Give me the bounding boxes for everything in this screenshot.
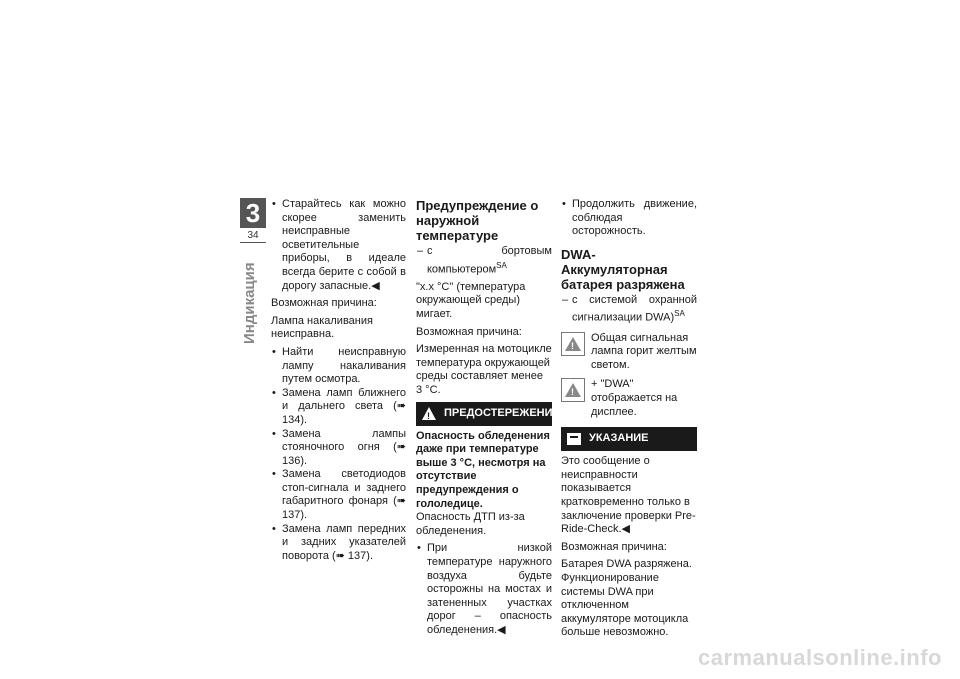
equipment-text: с системой охранной сигнализации DWA) — [572, 293, 697, 325]
warning-title: Опасность обледенения даже при температуре выше 3 °C, несмотря на отсутствие предупреждения о гололедице. — [416, 429, 550, 510]
list-item: • Замена светодиодов стоп-сигнала и заднего габаритного фонаря (➠ 137). — [271, 468, 406, 522]
list-item — [561, 294, 697, 326]
list-item: • Замена ламп передних и задних указателей поворота (➠ 137). — [271, 523, 406, 564]
note-banner — [561, 427, 697, 451]
note-text: Это сообщение о неисправности показывается кратковременно только в заключение проверки Pre-Ride-Check.◀ — [561, 455, 696, 536]
list-item: • Замена ламп ближнего и дальнего света (➠ 134). — [271, 387, 406, 428]
warning-banner — [416, 402, 560, 426]
warning-text: Опасность ДТП из-за обледенения. — [416, 511, 525, 537]
list-item: • Замена лампы стояночного огня (➠ 136). — [271, 428, 406, 469]
bullet-list — [561, 198, 697, 239]
list-item: • Найти неисправную лампу накаливания путем осмотра. — [271, 346, 406, 387]
warning-label: ПРЕДОСТЕРЕЖЕНИЕ — [444, 406, 560, 419]
list-item — [416, 245, 552, 277]
bullet-list — [271, 346, 406, 564]
indicator-text: + "DWA" отображается на дисплее. — [591, 378, 678, 418]
equipment-text: с бортовым компьютером — [427, 245, 552, 276]
section-heading: Предупреждение о наружной температуре — [416, 198, 539, 243]
page-number: 34 — [247, 230, 259, 241]
column-1 — [271, 198, 406, 567]
warning-light-icon: ! — [561, 378, 585, 402]
section-heading: DWA-Аккумуляторная батарея разряжена — [561, 246, 685, 292]
bullet-list — [271, 198, 406, 293]
chapter-tab — [240, 198, 266, 243]
column-3 — [561, 198, 697, 644]
list-item: • Старайтесь как можно скорее заменить неисправные осветительные приборы, в идеале всегда берите с собой в дорогу запасные.◀ — [271, 198, 406, 293]
chapter-number: 3 — [240, 198, 266, 228]
bullet-list — [416, 542, 552, 637]
chapter-title: Индикация — [241, 262, 258, 344]
cause-text: Лампа накаливания неисправна. — [271, 314, 373, 341]
cause-label: Возможная причина: — [416, 325, 522, 338]
column-2 — [416, 198, 560, 642]
cause-label: Возможная причина: — [271, 297, 377, 310]
note-label: УКАЗАНИЕ — [589, 432, 649, 445]
cause-text: Батарея DWA разряжена. Функционирование системы DWA при отключенном аккумуляторе мотоцикла больше невозможно. — [561, 558, 692, 639]
list-item: • Продолжить движение, соблюдая осторожность. — [561, 198, 697, 239]
indicator-text: Общая сигнальная лампа горит желтым светом. — [591, 331, 697, 371]
equipment-list — [561, 294, 697, 326]
display-text: "x.x °C" (температура окружающей среды) мигает. — [416, 280, 526, 321]
indicator-row — [561, 332, 697, 373]
warning-light-icon: ! — [561, 332, 585, 356]
page-divider — [240, 242, 266, 243]
equipment-list — [416, 245, 552, 277]
warning-triangle-icon: ! — [422, 407, 436, 420]
watermark: carmanualsonline.info — [698, 645, 942, 670]
indicator-row — [561, 378, 697, 419]
cause-label: Возможная причина: — [561, 540, 667, 553]
optional-marker: SA — [496, 260, 507, 270]
cause-text: Измеренная на мотоцикле температура окружающей среды составляет менее 3 °C. — [416, 343, 552, 396]
list-item: • При низкой температуре наружного воздуха будьте осторожны на мостах и затененных участках дорог – опасность обледенения.◀ — [416, 542, 552, 637]
optional-marker: SA — [674, 309, 685, 319]
note-icon — [567, 433, 581, 445]
